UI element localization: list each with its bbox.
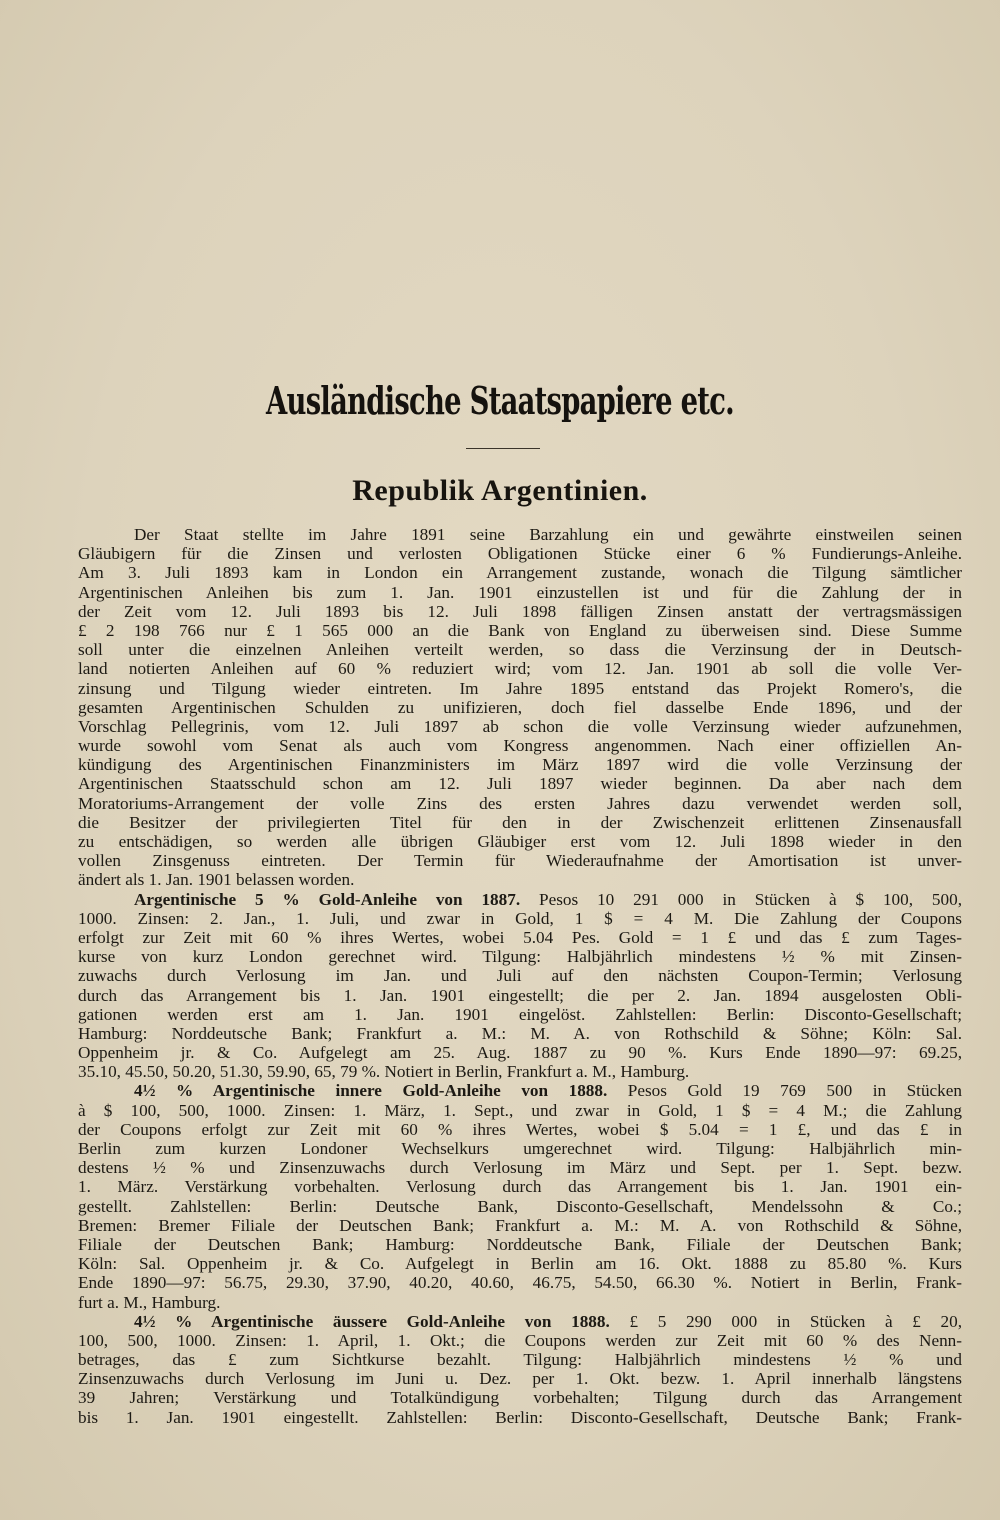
- text-line: 1000. Zinsen: 2. Jan., 1. Juli, und zwar in Gold, 1 $ = 4 M. Die Zahlung der Coupons: [78, 908, 962, 928]
- bond-entry-header: [78, 1312, 962, 1331]
- section-title: Republik Argentinien.: [352, 474, 648, 507]
- text-line: Gläubigern für die Zinsen und verlosten Obligationen Stücke einer 6 % Fundierungs-Anleihe.: [78, 544, 962, 564]
- text-line: Moratoriums-Arrangement der volle Zins des ersten Jahres dazu verwendet werden soll,: [78, 793, 962, 813]
- text-line: land notierten Anleihen auf 60 % reduziert wird; vom 12. Jan. 1901 ab soll die volle Ver-: [78, 659, 962, 679]
- text-line: Der Staat stellte im Jahre 1891 seine Barzahlung ein und gewährte einstweilen seinen: [134, 525, 962, 544]
- text-line: 1. März. Verstärkung vorbehalten. Verlosung durch das Arrangement bis 1. Jan. 1901 ein-: [78, 1177, 962, 1197]
- text-line: Ende 1890—97: 56.75, 29.30, 37.90, 40.20, 40.60, 46.75, 54.50, 66.30 %. Notiert in Berlin, Frank-: [78, 1273, 962, 1293]
- text-line: Am 3. Juli 1893 kam in London ein Arrangement zustande, wonach die Tilgung sämtlicher: [78, 563, 962, 583]
- text-line: gesamten Argentinischen Schulden zu unifizieren, doch fiel dasselbe Ende 1896, und der: [78, 697, 962, 717]
- text-line: furt a. M., Hamburg.: [78, 1292, 221, 1312]
- text-line: ändert als 1. Jan. 1901 belassen worden.: [78, 870, 355, 890]
- text-line: Vorschlag Pellegrinis, vom 12. Juli 1897 ab schon die volle Verzinsung wieder aufzunehmen,: [78, 716, 962, 736]
- text-line: soll unter die einzelnen Anleihen verteilt werden, so dass die Verzinsung der in Deutsch-: [78, 640, 962, 660]
- text-line: wurde sowohl vom Senat als auch vom Kongress angenommen. Nach einer offiziellen An-: [78, 736, 962, 756]
- heading-divider: [466, 448, 540, 449]
- text-line: 100, 500, 1000. Zinsen: 1. April, 1. Okt.; die Coupons werden zur Zeit mit 60 % des Nenn-: [78, 1330, 962, 1350]
- text-line: bis 1. Jan. 1901 eingestellt. Zahlstellen: Berlin: Disconto-Gesellschaft, Deutsche Bank; Frank-: [78, 1407, 962, 1427]
- text-line: die Besitzer der privilegierten Titel für den in der Zwischenzeit erlittenen Zinsenausfall: [78, 812, 962, 832]
- bond-header-text: Pesos Gold 19 769 500 in Stücken: [607, 1081, 962, 1101]
- text-line: à $ 100, 500, 1000. Zinsen: 1. März, 1. Sept., und zwar in Gold, 1 $ = 4 M.; die Zahlung: [78, 1100, 962, 1120]
- bond-entry-header: [78, 890, 962, 909]
- text-line: Bremen: Bremer Filiale der Deutschen Bank; Frankfurt a. M.: M. A. von Rothschild & Söhne,: [78, 1215, 962, 1235]
- text-line: Zinsenzuwachs durch Verlosung im Juni u. Dez. per 1. Okt. bezw. 1. April innerhalb längstens: [78, 1369, 962, 1389]
- text-line: erfolgt zur Zeit mit 60 % ihres Wertes, wobei 5.04 Pes. Gold = 1 £ und das £ zum Tages-: [78, 927, 962, 947]
- bond-title: 4½ % Argentinische innere Gold-Anleihe von 1888.: [134, 1081, 608, 1101]
- text-line: zuwachs durch Verlosung im Jan. und Juli auf den nächsten Coupon-Termin; Verlosung: [78, 966, 962, 986]
- text-line: kündigung des Argentinischen Finanzministers im März 1897 wird die volle Verzinsung der: [78, 755, 962, 775]
- text-line: Köln: Sal. Oppenheim jr. & Co. Aufgelegt in Berlin am 16. Okt. 1888 zu 85.80 %. Kurs: [78, 1254, 962, 1274]
- text-line: Oppenheim jr. & Co. Aufgelegt am 25. Aug. 1887 zu 90 %. Kurs Ende 1890—97: 69.25,: [78, 1043, 962, 1063]
- text-line: Hamburg: Norddeutsche Bank; Frankfurt a. M.: M. A. von Rothschild & Söhne; Köln: Sal.: [78, 1023, 962, 1043]
- text-line: Berlin zum kurzen Londoner Wechselkurs umgerechnet wird. Tilgung: Halbjährlich min-: [78, 1139, 962, 1158]
- text-line: kurse von kurz London gerechnet wird. Tilgung: Halbjährlich mindestens ½ % mit Zinsen-: [78, 947, 962, 967]
- text-line: gationen werden erst am 1. Jan. 1901 eingelöst. Zahlstellen: Berlin: Disconto-Gesellschaft;: [78, 1004, 962, 1024]
- text-line: betrages, das £ zum Sichtkurse bezahlt. Tilgung: Halbjährlich mindestens ½ % und: [78, 1350, 962, 1370]
- bond-title: Argentinische 5 % Gold-Anleihe von 1887.: [134, 889, 521, 909]
- text-line: £ 2 198 766 nur £ 1 565 000 an die Bank von England zu überweisen sind. Diese Summe: [78, 620, 962, 640]
- text-line: zu entschädigen, so werden alle übrigen Gläubiger erst vom 12. Juli 1898 wieder in den: [78, 832, 962, 851]
- text-line: Argentinischen Staatsschuld schon am 12. Juli 1897 wieder beginnen. Da aber nach dem: [78, 774, 962, 794]
- bond-entry-header: [78, 1081, 962, 1100]
- page-heading: Ausländische Staatspapiere etc.: [266, 378, 734, 423]
- body-text: [78, 525, 962, 1427]
- text-line: destens ½ % und Zinsenzuwachs durch Verlosung im März und Sept. per 1. Sept. bezw.: [78, 1158, 962, 1178]
- text-line: 35.10, 45.50, 50.20, 51.30, 59.90, 65, 79 %. Notiert in Berlin, Frankfurt a. M., Hamburg.: [78, 1062, 690, 1082]
- text-line: zinsung und Tilgung wieder eintreten. Im Jahre 1895 entstand das Projekt Romero's, die: [78, 678, 962, 698]
- text-line: Argentinischen Anleihen bis zum 1. Jan. 1901 einzustellen ist und für die Zahlung der in: [78, 582, 962, 602]
- text-line: durch das Arrangement bis 1. Jan. 1901 eingestellt; die per 2. Jan. 1894 ausgelosten Obli-: [78, 985, 962, 1005]
- bond-title: 4½ % Argentinische äussere Gold-Anleihe von 1888.: [134, 1311, 610, 1331]
- text-line: vollen Zinsgenuss eintreten. Der Termin für Wiederaufnahme der Amortisation ist unver-: [78, 851, 962, 871]
- bond-header-text: Pesos 10 291 000 in Stücken à $ 100, 500,: [520, 889, 962, 909]
- text-line: Filiale der Deutschen Bank; Hamburg: Norddeutsche Bank, Filiale der Deutschen Bank;: [78, 1234, 962, 1254]
- text-line: der Coupons erfolgt zur Zeit mit 60 % ihres Wertes, wobei $ 5.04 = 1 £, und das £ in: [78, 1119, 962, 1139]
- text-line: gestellt. Zahlstellen: Berlin: Deutsche Bank, Disconto-Gesellschaft, Mendelssohn & Co.;: [78, 1196, 962, 1216]
- bond-header-text: £ 5 290 000 in Stücken à £ 20,: [609, 1311, 962, 1331]
- text-line: der Zeit vom 12. Juli 1893 bis 12. Juli 1898 fälligen Zinsen anstatt der vertragsmässigen: [78, 601, 962, 621]
- text-line: 39 Jahren; Verstärkung und Totalkündigung vorbehalten; Tilgung durch das Arrangement: [78, 1388, 962, 1408]
